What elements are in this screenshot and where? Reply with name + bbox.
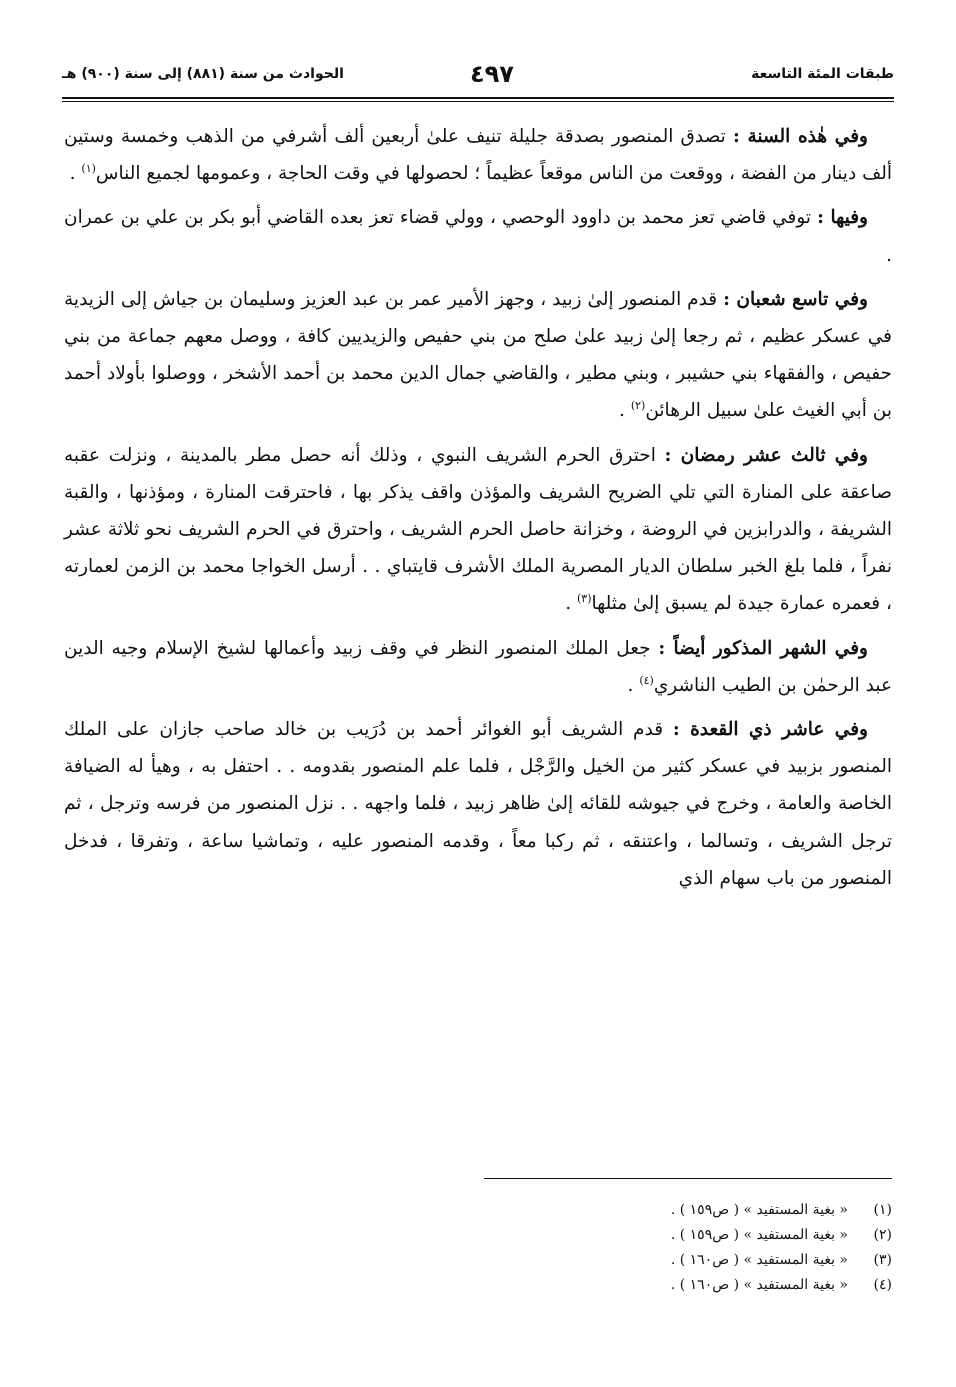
paragraph: [64, 199, 892, 273]
paragraph-tail: .: [565, 593, 577, 615]
paragraph-text: تصدق المنصور بصدقة جليلة تنيف علىٰ أربعين ألف أشرفي من الذهب وخمسة وستين ألف دينار من الفضة ، ووقعت من الناس موقعاً عظيماً ؛ لحصولها في وقت الحاجة ، وعمومها لجميع الناس: [64, 126, 892, 185]
paragraph-text: احترق الحرم الشريف النبوي ، وذلك أنه حصل مطر بالمدينة ، ونزلت عقبه صاعقة على المنارة التي تلي الضريح الشريف والمؤذن واقف يذكر بها ، فاحترقت المنارة ، ومؤذنها ، والقبة الشريفة ، والدرابزين في الروضة ، وخزانة حاصل الحرم الشريف ، واحترق في الحرم الشريف نحو ثلاثة عشر نفراً ، فلما بلغ الخبر سلطان الديار المصرية الملك الأشرف قايتباي . . أرسل الخواجا محمد بن الزمن لعمارته ، فعمره عمارة جيدة لم يسبق إلىٰ مثلها: [64, 444, 892, 615]
paragraph-text: جعل الملك المنصور النظر في وقف زبيد وأعمالها لشيخ الإسلام وجيه الدين عبد الرحمٰن بن الطيب الناشري: [64, 637, 892, 696]
paragraph-lead: وفيها :: [817, 207, 868, 229]
paragraph-tail: .: [627, 674, 640, 696]
footnote-text: « بغية المستفيد » ( ص١٥٩ ) .: [670, 1202, 848, 1218]
footnote-number: (٤): [873, 1277, 892, 1293]
paragraph: [64, 118, 892, 192]
footnote-divider: [484, 1178, 892, 1179]
paragraph-lead: وفي ثالث عشر رمضان :: [664, 444, 868, 466]
paragraph-text: توفي قاضي تعز محمد بن داوود الوحصي ، وولي قضاء تعز بعده القاضي أبو بكر بن علي بن عمران .: [64, 207, 892, 266]
footnote-text: « بغية المستفيد » ( ص١٥٩ ) .: [670, 1227, 848, 1243]
footnote-marker[interactable]: (٣): [576, 592, 592, 606]
paragraph-lead: وفي الشهر المذكور أيضاً :: [658, 637, 868, 659]
paragraph-tail: .: [69, 163, 82, 185]
footnote: [472, 1198, 892, 1223]
running-header: [62, 62, 894, 96]
paragraph-text: قدم المنصور إلىٰ زبيد ، وجهز الأمير عمر بن عبد العزيز وسليمان بن جياش إلى الزيدية في عسكر عظيم ، ثم رجعا إلىٰ زبيد علىٰ صلح من بني حفيص والزيديين كافة ، ووصل معهم جماعة من بني حفيص ، والفقهاء بني حشيبر ، وبني مطير ، والقاضي جمال الدين محمد بن أحمد الأشخر ، ووصلوا بأولاد أحمد بن أبي الغيث علىٰ سبيل الرهائن: [64, 288, 892, 422]
paragraph-lead: وفي هٰذه السنة :: [732, 126, 868, 147]
footnote-marker[interactable]: (٢): [630, 399, 646, 413]
paragraph-tail: .: [619, 400, 631, 422]
footnote-number: (١): [873, 1202, 892, 1218]
main-text: [64, 118, 892, 904]
footnote-number: (٣): [873, 1252, 892, 1268]
section-title: الحوادث من سنة (٨٨١) إلى سنة (٩٠٠) هـ: [62, 66, 344, 82]
paragraph: [64, 630, 892, 704]
page-number: ٤٩٧: [470, 60, 514, 88]
footnote-marker[interactable]: (٤): [639, 673, 654, 687]
footnote-number: (٢): [873, 1227, 892, 1243]
footnote-text: « بغية المستفيد » ( ص١٦٠ ) .: [670, 1277, 848, 1293]
paragraph: [64, 437, 892, 623]
paragraph-lead: وفي تاسع شعبان :: [723, 288, 868, 310]
paragraph-lead: وفي عاشر ذي القعدة :: [672, 719, 868, 741]
footnote: [472, 1273, 892, 1298]
paragraph: [64, 281, 892, 430]
footnote: [472, 1248, 892, 1273]
footnote: [472, 1223, 892, 1248]
footnote-marker[interactable]: (١): [81, 162, 96, 176]
paragraph: [64, 711, 892, 897]
header-divider: [62, 97, 894, 102]
footnote-text: « بغية المستفيد » ( ص١٦٠ ) .: [670, 1252, 848, 1268]
paragraph-text: قدم الشريف أبو الغوائر أحمد بن دُرَيب بن خالد صاحب جازان على الملك المنصور بزبيد في عسكر كثير من الخيل والرَّجْل ، فلما علم المنصور بقدومه . . احتفل به ، وهيأ له الضيافة الخاصة والعامة ، وخرج في جيوشه للقائه إلىٰ ظاهر زبيد ، فلما واجهه . . نزل المنصور من فرسه وترجل ، ثم ترجل الشريف ، وتسالما ، واعتنقه ، ثم ركبا معاً ، وقدمه المنصور عليه ، وتماشيا ساعة ، وتفرقا ، فدخل المنصور من باب سهام الذي: [64, 719, 892, 889]
book-title: طبقات المئة التاسعة: [751, 66, 894, 82]
footnotes: [472, 1198, 892, 1298]
